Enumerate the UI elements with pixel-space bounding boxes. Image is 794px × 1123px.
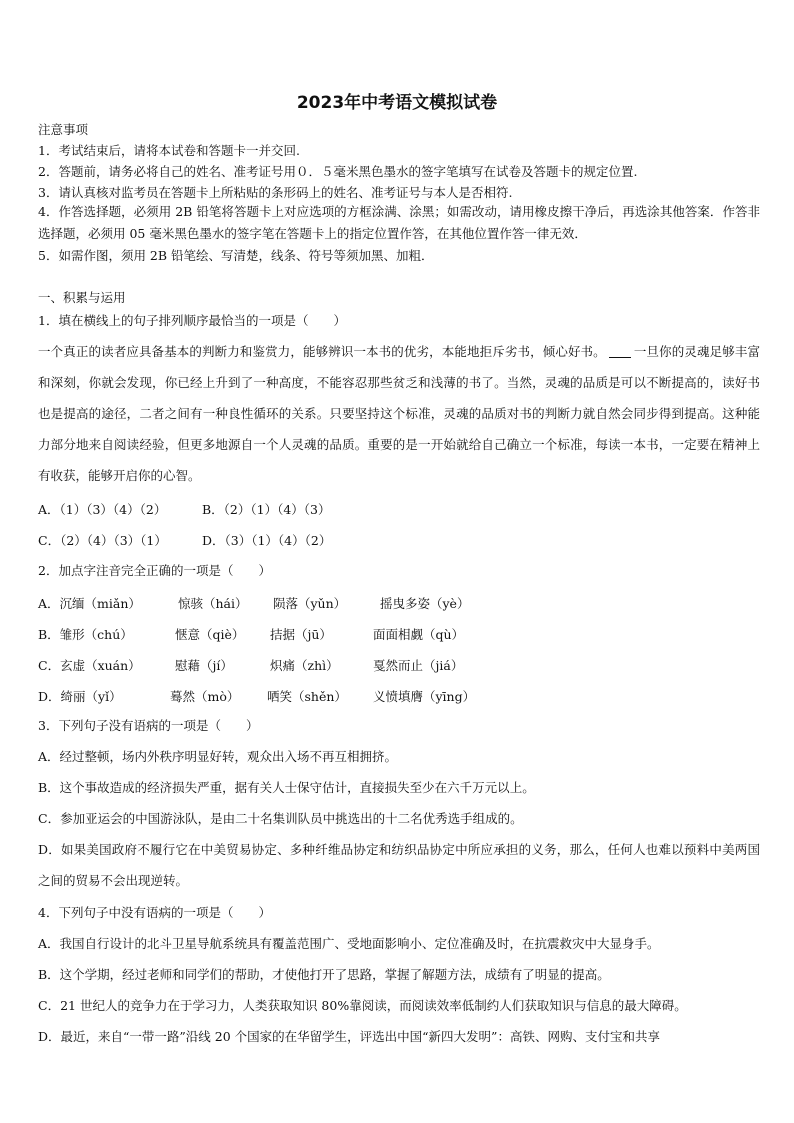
q2-stem: 2．加点字注音完全正确的一项是（ ） <box>38 563 271 578</box>
q3-option-a: A．经过整顿，场内外秩序明显好转，观众出入场不再互相拥挤。 <box>38 749 398 764</box>
q1-passage <box>38 336 760 491</box>
notice-item: 3．请认真核对监考员在答题卡上所粘贴的条形码上的姓名、准考证号与本人是否相符. <box>38 185 513 200</box>
page-title: 2023年中考语文模拟试卷 <box>296 93 498 113</box>
notice-item: 4．作答选择题，必须用 2B 铅笔将答题卡上对应选项的方框涂满、涂黑；如需改动，请用橡皮擦干净后，再选涂其他答案．作答非选择题，必须用 05 毫米黑色墨水的签字笔在答题卡上的指定位置作答，在其他位置作答一律无效． <box>38 204 760 241</box>
q1-option-c: C．（2）（4）（3）（1） <box>38 533 167 548</box>
q3-option-d: D．如果美国政府不履行它在中美贸易协定、多种纤维品协定和纺织品协定中所应承担的义务，那么，任何人也难以预料中美两国之间的贸易不会出现逆转。 <box>38 842 760 888</box>
q2-option: 慰藉（jí） <box>175 658 233 673</box>
q1-option-d: D．（3）（1）（4）（2） <box>202 533 332 548</box>
q1-passage-before: 一个真正的读者应具备基本的判断力和鉴赏力，能够辨识一本书的优劣，本能地拒斥劣书，倾心好书。 <box>38 344 606 359</box>
q4-stem: 4．下列句子中没有语病的一项是（ ） <box>38 905 271 920</box>
q1-option-a: A．（1）（3）（4）（2） <box>38 502 167 517</box>
q4-option-a: A．我国自行设计的北斗卫星导航系统具有覆盖范围广、受地面影响小、定位准确及时，在抗震救灾中大显身手。 <box>38 936 660 951</box>
q2-option: 摇曳多姿（yè） <box>380 596 470 611</box>
q2-option: 炽痛（zhì） <box>270 658 339 673</box>
q1-passage-after: 一旦你的灵魂足够丰富和深刻，你就会发现，你已经上升到了一种高度，不能容忍那些贫乏和浅薄的书了。当然，灵魂的品质是可以不断提高的，读好书也是提高的途径，二者之间有一种良性循环的关系。只要坚持这个标准，灵魂的品质对书的判断力就自然会同步得到提高。这种能力部分地来自阅读经验，但更多地源自一个人灵魂的品质。重要的是一开始就给自己确立一个标准，每读一本书，一定要在精神上有收获，能够开启你的心智。 <box>38 344 760 483</box>
q2-option: B．雏形（chú） <box>38 627 133 642</box>
q3-stem: 3．下列句子没有语病的一项是（ ） <box>38 718 259 733</box>
q2-option: 面面相觑（qù） <box>373 627 465 642</box>
notice-heading: 注意事项 <box>38 122 89 137</box>
section-heading: 一、积累与运用 <box>38 290 126 305</box>
q1-stem: 1．填在横线上的句子排列顺序最恰当的一项是（ ） <box>38 313 346 328</box>
q2-option: 陨落（yǔn） <box>273 596 347 611</box>
q2-option: 蓦然（mò） <box>170 689 240 704</box>
q4-option-b: B．这个学期，经过老师和同学们的帮助，才使他打开了思路，掌握了解题方法，成绩有了明显的提高。 <box>38 967 610 982</box>
q2-option: 惬意（qiè） <box>175 627 245 642</box>
q2-option: 哂笑（shěn） <box>267 689 347 704</box>
notice-item: 2．答题前，请务必将自己的姓名、准考证号用０．５毫米黑色墨水的签字笔填写在试卷及答题卡的规定位置. <box>38 164 638 179</box>
q2-option: 义愤填膺（yīng） <box>373 689 476 704</box>
q2-option: 戛然而止（jiá） <box>373 658 464 673</box>
q3-option-b: B．这个事故造成的经济损失严重，据有关人士保守估计，直接损失至少在六千万元以上。 <box>38 780 535 795</box>
q2-option: 拮据（jū） <box>270 627 332 642</box>
q3-option-c: C．参加亚运会的中国游泳队，是由二十名集训队员中挑选出的十二名优秀选手组成的。 <box>38 811 523 826</box>
q2-option: C．玄虚（xuán） <box>38 658 141 673</box>
notice-item: 1．考试结束后，请将本试卷和答题卡一并交回. <box>38 143 300 158</box>
q2-option: 惊骇（hái） <box>178 596 248 611</box>
notice-item: 5．如需作图，须用 2B 铅笔绘、写清楚，线条、符号等须加黑、加粗． <box>38 248 434 263</box>
q2-option: D．绮丽（yǐ） <box>38 689 122 704</box>
q4-option-d: D．最近，来自“一带一路”沿线 20 个国家的在华留学生，评选出中国“新四大发明”：高铁、网购、支付宝和共享 <box>38 1029 660 1044</box>
q2-option: A．沉缅（miǎn） <box>38 596 141 611</box>
answer-blank <box>609 345 631 358</box>
q4-option-c: C．21 世纪人的竞争力在于学习力，人类获取知识 80%靠阅读，而阅读效率低制约人们获取知识与信息的最大障碍。 <box>38 998 687 1013</box>
q1-option-b: B．（2）（1）（4）（3） <box>202 502 331 517</box>
